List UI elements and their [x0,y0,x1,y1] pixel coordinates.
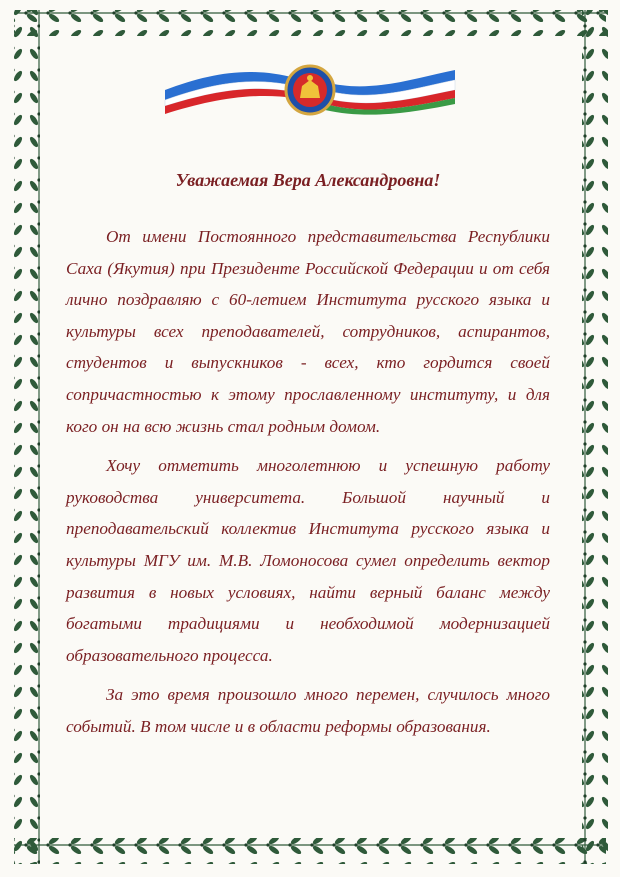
letter-paragraph-3: За это время произошло много перемен, случилось много событий. В том числе и в области реформы образования. [66,685,550,736]
letter-body [66,170,550,751]
letter-greeting: Уважаемая Вера Александровна! [175,170,441,190]
yakutia-flag-emblem [160,48,460,128]
letter-paragraph-1: От имени Постоянного представительства Республики Саха (Якутия) при Президенте Российской Федерации и от себя лично поздравляю с 60-летием Института русского языка и культуры всех преподавателей, сотрудников, аспирантов, студентов и выпускников - всех, кто гордится своей сопричастностью к этому прославленному институту, и для кого он на всю жизнь стал родным домом. [66,227,550,436]
letter-paragraph-2: Хочу отметить многолетнюю и успешную работу руководства университета. Большой научный и преподавательский коллектив Института русского языка и культуры МГУ им. М.В. Ломоносова сумел определить вектор развития в новых условиях, найти верный баланс между богатыми традициями и необходимой модернизацией образовательного процесса. [66,456,550,665]
